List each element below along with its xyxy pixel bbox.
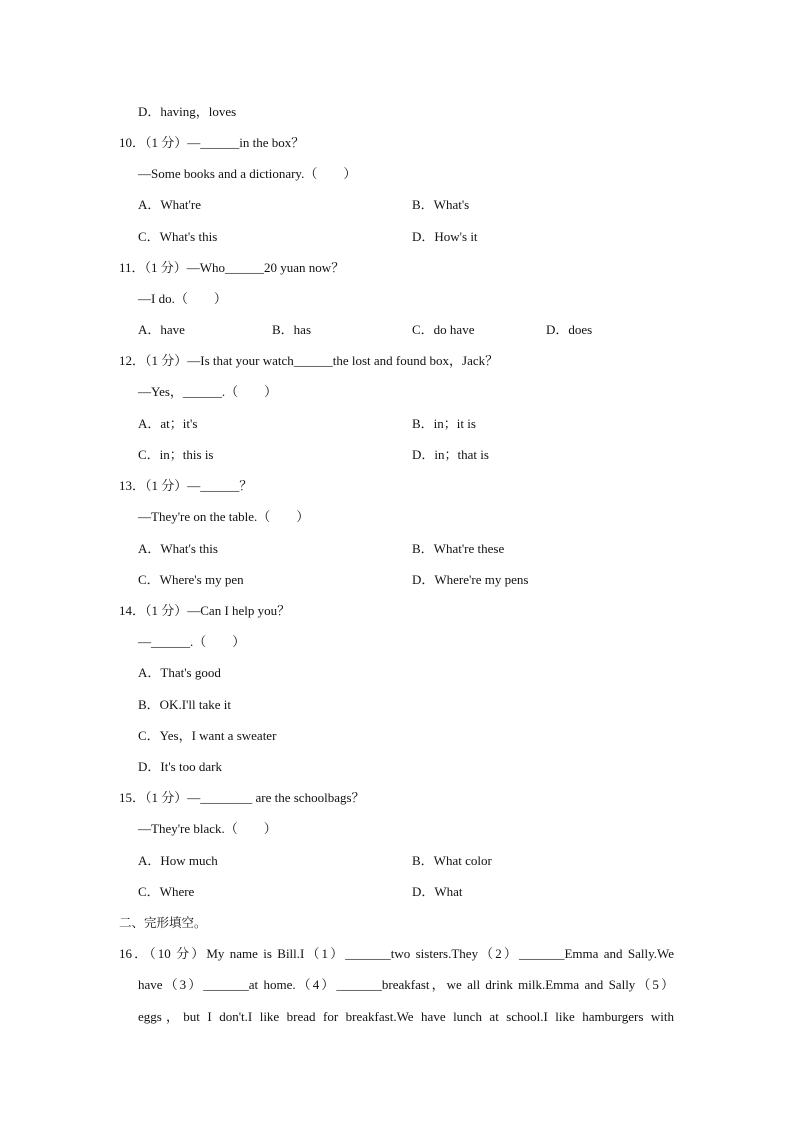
q13-stem: 13．（1 分）—______？ [119,478,253,493]
q16-line-3: eggs，but I don't.I like bread for breakfast.We have lunch at school.I like hamburgers with [138,1009,674,1024]
q13-option-c[interactable]: C．Where's my pen [138,572,244,587]
q14-option-d[interactable]: D．It's too dark [138,759,222,774]
q9-option-d[interactable]: D．having，loves [138,104,237,119]
q10-stem: 10．（1 分）—______in the box？ [119,135,305,150]
q11-option-c[interactable]: C．do have [412,322,475,337]
q14-answer-line: —______.（ ） [138,634,246,649]
q16-line-2: have（3）_______at home.（4）_______breakfast，we all drink milk.Emma and Sally（5） [138,977,674,992]
q11-option-d[interactable]: D．does [546,322,593,337]
q13-option-a[interactable]: A．What's this [138,541,218,556]
q13-option-d[interactable]: D．Where're my pens [412,572,529,587]
q14-option-c[interactable]: C．Yes，I want a sweater [138,728,277,743]
q12-option-c[interactable]: C．in；this is [138,447,214,462]
q12-option-a[interactable]: A．at；it's [138,416,198,431]
q13-answer-line: —They're on the table.（ ） [138,509,310,524]
q16-line-1: 16．（10 分）My name is Bill.I（1）_______two sisters.They（2）_______Emma and Sally.We [119,946,674,961]
q10-option-a[interactable]: A．What're [138,197,201,212]
q12-option-d[interactable]: D．in；that is [412,447,489,462]
q15-option-b[interactable]: B．What color [412,853,492,868]
q15-answer-line: —They're black.（ ） [138,821,277,836]
q14-option-b[interactable]: B．OK.I'll take it [138,697,231,712]
q14-stem: 14．（1 分）—Can I help you？ [119,603,291,618]
q11-option-a[interactable]: A．have [138,322,185,337]
q11-stem: 11．（1 分）—Who______20 yuan now？ [119,260,345,275]
q10-option-d[interactable]: D．How's it [412,229,478,244]
q15-option-c[interactable]: C．Where [138,884,195,899]
q12-stem: 12．（1 分）—Is that your watch______the lost and found box，Jack？ [119,353,499,368]
q10-option-c[interactable]: C．What's this [138,229,218,244]
q11-option-b[interactable]: B．has [272,322,312,337]
q10-option-b[interactable]: B．What's [412,197,470,212]
q15-stem: 15．（1 分）—________ are the schoolbags？ [119,790,365,805]
q13-option-b[interactable]: B．What're these [412,541,505,556]
q15-option-d[interactable]: D．What [412,884,463,899]
q12-option-b[interactable]: B．in；it is [412,416,476,431]
q14-option-a[interactable]: A．That's good [138,665,221,680]
q11-answer-line: —I do.（ ） [138,291,227,306]
q15-option-a[interactable]: A．How much [138,853,218,868]
q10-answer-line: —Some books and a dictionary.（ ） [138,166,357,181]
section-heading-cloze: 二、完形填空。 [119,915,207,930]
q12-answer-line: —Yes，______.（ ） [138,384,278,399]
